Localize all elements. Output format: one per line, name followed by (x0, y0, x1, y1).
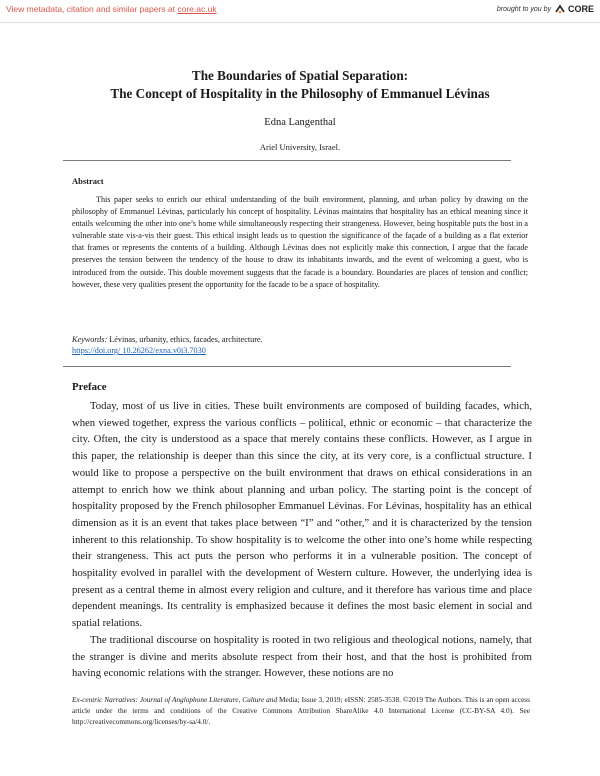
keywords-value: Lévinas, urbanity, ethics, facades, architecture. (107, 335, 263, 344)
core-logo-text: CORE (567, 4, 594, 14)
license-text: Media; Issue 3, 2019; eISSN: 2585-3538. ©2019 The Authors. This is an open access article under the terms and conditions of the Creative Commons Attribution ShareAlike 4.0 International License (CC-BY-SA 4.0). See http://creativecommons.org/licenses/by-sa/4.0/. (72, 695, 530, 726)
core-logo-icon (554, 3, 566, 15)
keywords (72, 335, 263, 344)
preface-paragraph-2: The traditional discourse on hospitality is rooted in two religious and theological notions, namely, that the stranger is divine and merits absolute respect from their host, and that the host is prohibited from having economic relations with the stranger. However, these notions are no (72, 633, 532, 680)
abstract-text: This paper seeks to enrich our ethical understanding of the built environment, planning, and urban policy by drawing on the philosophy of Emmanuel Lévinas, particularly his concept of hospitality. Lévinas maintains that hospitality has an ethical meaning since it entails welcoming the other into one’s home while simultaneously respecting their strangeness. However, being hospitable puts the host in a vulnerable state vis-a-vis their guest. This ethical insight leads us to question the significance of the façade of a building as a flat exterior that frames or represents the contents of a building. Although Lévinas does not explicitly make this connection, I argue that the facade preserves the tension between the tendency of the house to draw its inhabitants inwards, and the event of welcoming a guest, who is introduced from the outside. This double movement suggests that the facade is a boundary. Boundaries are places of tension and conflict; however, these very qualities present the opportunity for the facade to be a space of hospitality. (72, 195, 528, 289)
paper-title-line-2: The Concept of Hospitality in the Philosophy of Emmanuel Lévinas (110, 86, 490, 101)
author-affiliation: Ariel University, Israel. (259, 142, 341, 152)
view-metadata-link-text: View metadata, citation and similar papers at (6, 4, 178, 14)
author-name: Edna Langenthal (264, 117, 336, 128)
journal-footer (72, 694, 530, 727)
core-site-link[interactable]: core.ac.uk (177, 4, 217, 14)
paper-title-line-1: The Boundaries of Spatial Separation: (191, 68, 409, 83)
doi-link[interactable]: https://doi.org/ 10.26262/exna.v0i3.7030 (72, 346, 206, 355)
preface-paragraph-1: Today, most of us live in cities. These built environments are composed of building facades, which, when viewed together, express the various conflicts – political, ethnic or economic – that characterize the city. Often, the city is understood as a space that merely contains these conflicts. However, as I argue in this paper, the relationship is deeper than this since the city, at its very core, is a conflictual structure. I would like to propose a perspective on the built environment that draws on ethical considerations in an attempt to enrich how we think about planning and urban policy. The starting point is the concept of hospitality proposed by the French philosopher Emmanuel Lévinas. For Lévinas, hospitality has an ethical dimension as it is an event that takes place between “I” and “other,” and it is characterized by the tension inherent to this relationship. To show hospitality is to welcome the other into one’s home while respecting their strangeness. This act puts the person who performs it in a vulnerable position. The concept of hospitality evolved in parallel with the development of Western culture. However, the underlying idea is present as a central theme in almost every religion and culture, and it therefore has various time and place dependent meanings. Its centrality is emphasized because it defines the most basic element in social and spatial relations. (72, 400, 532, 630)
preface-body (72, 398, 532, 682)
keywords-label: Keywords: (72, 335, 108, 344)
core-top-bar (0, 0, 600, 23)
journal-name: Ex-centric Narratives: Journal of Anglophone Literature, Culture and (72, 695, 278, 704)
view-metadata-link[interactable] (6, 4, 217, 14)
divider-top (63, 160, 511, 161)
brought-to-you-by-text: brought to you by (496, 5, 551, 13)
preface-heading: Preface (72, 381, 107, 393)
core-logo[interactable] (554, 3, 594, 15)
brought-to-you-by (497, 3, 594, 15)
divider-bottom (63, 366, 511, 367)
abstract-heading: Abstract (72, 176, 104, 186)
